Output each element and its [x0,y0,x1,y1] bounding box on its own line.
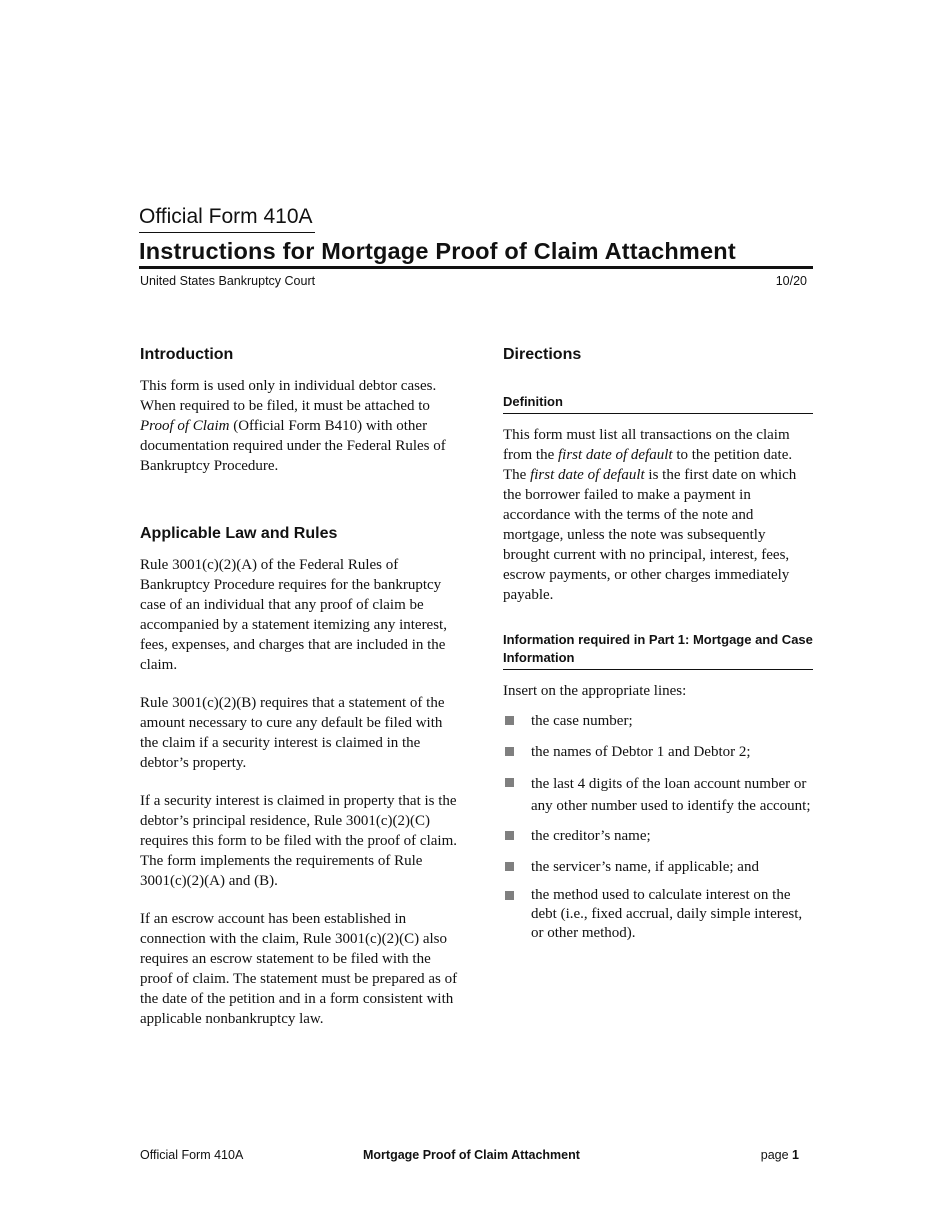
law-paragraph-2: Rule 3001(c)(2)(B) requires that a statement of the amount necessary to cure any default be filed with the claim if a security interest is claimed in the debtor’s property. [140,695,445,771]
bullet-square-icon [505,831,514,840]
footer-title: Mortgage Proof of Claim Attachment [363,1148,580,1162]
bullet-square-icon [505,862,514,871]
list-item: the case number; [503,711,813,732]
page-title: Instructions for Mortgage Proof of Claim Attachment [139,238,736,264]
right-column [503,344,813,943]
directions-heading: Directions [503,346,582,363]
form-edition: 10/20 [775,274,807,288]
part1-intro: Insert on the appropriate lines: [503,683,687,699]
law-paragraph-3: If a security interest is claimed in property that is the debtor’s principal residence, Rule 3001(c)(2)(C) requires this form to be filed with the proof of claim. The form implements the requirements of Rule 3001(c)(2)(A) and (B). [140,793,457,889]
introduction-heading: Introduction [140,346,234,363]
bullet-square-icon [505,747,514,756]
part1-list [503,711,813,943]
bullet-square-icon [505,716,514,725]
footer-form-name: Official Form 410A [140,1148,244,1162]
definition-text: This form must list all transactions on the claim from the first date of default to the petition date. The first date of default is the first date on which the borrower failed to make a payment in accordance with the terms of the note and mortgage, unless the note was subsequently brought current with no principal, interest, fees, escrow payments, or other charges immediately payable. [503,427,797,603]
applicable-law-heading: Applicable Law and Rules [140,525,338,542]
form-name: Official Form 410A [139,204,315,233]
introduction-text: This form is used only in individual debtor cases. When required to be filed, it must be attached to Proof of Claim (Official Form B410) with other documentation required under the Federal Rules of Bankruptcy Procedure. [140,378,446,474]
law-paragraph-4: If an escrow account has been established in connection with the claim, Rule 3001(c)(2)(C) also requires an escrow statement to be filed with the proof of claim. The statement must be prepared as of the date of the petition and in a form consistent with applicable nonbankruptcy law. [140,911,458,1027]
list-item: the last 4 digits of the loan account number or any other number used to identify the account; [503,773,813,817]
left-column [140,344,460,1029]
title-rule [139,266,813,269]
list-item: the creditor’s name; [503,826,813,847]
list-item: the names of Debtor 1 and Debtor 2; [503,742,813,763]
list-item: the method used to calculate interest on the debt (i.e., fixed accrual, daily simple interest, or other method). [503,886,813,943]
definition-heading: Definition [503,393,813,414]
footer-page-number: page 1 [760,1148,799,1162]
list-item: the servicer’s name, if applicable; and [503,857,813,878]
bullet-square-icon [505,891,514,900]
part1-heading: Information required in Part 1: Mortgage and Case Information [503,631,813,670]
court-name: United States Bankruptcy Court [140,274,316,288]
bullet-square-icon [505,778,514,787]
law-paragraph-1: Rule 3001(c)(2)(A) of the Federal Rules of Bankruptcy Procedure requires for the bankruptcy case of an individual that any proof of claim be accompanied by a statement itemizing any interest, fees, expenses, and charges that are included in the claim. [140,557,447,673]
